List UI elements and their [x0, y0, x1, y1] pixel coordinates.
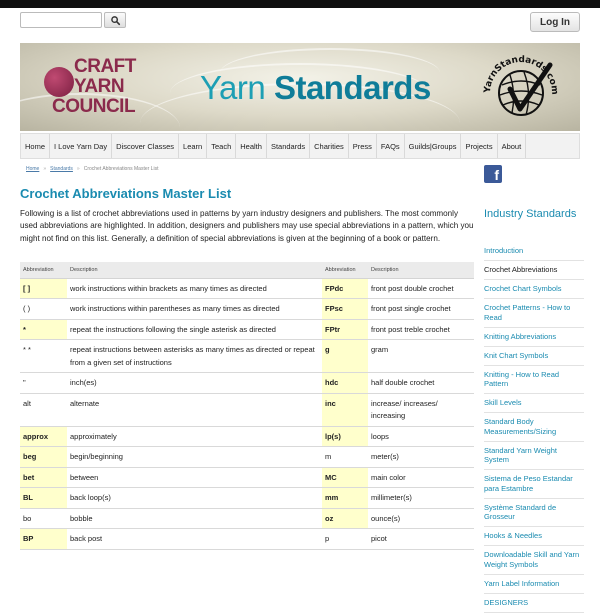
login-button[interactable]: Log In — [530, 12, 580, 32]
search-input[interactable] — [20, 12, 102, 28]
intro-paragraph: Following is a list of crochet abbreviations used in patterns by yarn industry designers and publishers. The most commonly used abbreviations are highlighted. In addition, designers and publishers may use special abbreviations in a pattern, which you might not find on this list. Generally, a definition of special abbreviations is given at the beginning of a book or pattern. — [20, 209, 474, 243]
description-cell: loops — [368, 426, 474, 447]
logo-line-2: YARN — [74, 76, 125, 97]
description-cell: meter(s) — [368, 447, 474, 468]
nav-item-faqs[interactable]: FAQs — [377, 134, 405, 158]
breadcrumb-standards[interactable]: Standards — [50, 166, 73, 172]
sidebar-item-crochet-chart-symbols[interactable]: Crochet Chart Symbols — [484, 280, 584, 299]
abbreviation-cell: bet — [20, 467, 67, 488]
description-cell: picot — [368, 529, 474, 550]
page-title: Crochet Abbreviations Master List — [20, 186, 232, 201]
sidebar-item-knitting-abbreviations[interactable]: Knitting Abbreviations — [484, 328, 584, 347]
column-header: Abbreviation — [20, 262, 67, 278]
sidebar-item-downloadable-skill-and-yarn-weight-symbols[interactable]: Downloadable Skill and Yarn Weight Symbols — [484, 546, 584, 575]
table-row — [20, 373, 474, 394]
craft-yarn-council-logo[interactable] — [44, 53, 174, 123]
nav-item-guilds-groups[interactable]: Guilds|Groups — [405, 134, 462, 158]
table-row — [20, 393, 474, 426]
abbreviation-cell: [ ] — [20, 278, 67, 299]
sidebar-item-syst-me-standard-de-grosseur[interactable]: Système Standard de Grosseur — [484, 499, 584, 528]
description-cell: inch(es) — [67, 373, 322, 394]
abbreviation-cell: approx — [20, 426, 67, 447]
sidebar-heading: Industry Standards — [484, 208, 577, 220]
sidebar-item-knitting-how-to-read-pattern[interactable]: Knitting - How to Read Pattern — [484, 366, 584, 395]
description-cell: approximately — [67, 426, 322, 447]
description-cell: millimeter(s) — [368, 488, 474, 509]
table-row — [20, 508, 474, 529]
abbreviation-cell: m — [322, 447, 368, 468]
abbreviation-cell: p — [322, 529, 368, 550]
abbreviation-cell: BL — [20, 488, 67, 509]
nav-item-learn[interactable]: Learn — [179, 134, 207, 158]
yarn-standards-seal-logo[interactable] — [476, 49, 566, 127]
description-cell: half double crochet — [368, 373, 474, 394]
abbreviation-cell: lp(s) — [322, 426, 368, 447]
description-cell: main color — [368, 467, 474, 488]
abbreviation-cell: * — [20, 319, 67, 340]
top-bar — [0, 0, 600, 8]
banner-title — [200, 69, 431, 107]
sidebar-item-introduction[interactable]: Introduction — [484, 242, 584, 261]
table-header-row — [20, 262, 474, 278]
main-nav — [20, 133, 580, 159]
banner-title-regular: Yarn — [200, 69, 274, 106]
nav-item-health[interactable]: Health — [236, 134, 267, 158]
search-button[interactable] — [104, 12, 126, 28]
description-cell: back loop(s) — [67, 488, 322, 509]
sidebar-item-standard-yarn-weight-system[interactable]: Standard Yarn Weight System — [484, 442, 584, 471]
description-cell: bobble — [67, 508, 322, 529]
description-cell: begin/beginning — [67, 447, 322, 468]
sidebar-item-knit-chart-symbols[interactable]: Knit Chart Symbols — [484, 347, 584, 366]
seal-text: YarnStandards.com — [482, 54, 560, 96]
table-row — [20, 529, 474, 550]
logo-line-1: CRAFT — [74, 56, 136, 77]
yarn-ball-icon — [44, 67, 74, 97]
abbreviation-cell: mm — [322, 488, 368, 509]
column-header: Description — [67, 262, 322, 278]
sidebar-item-crochet-abbreviations[interactable]: Crochet Abbreviations — [484, 261, 584, 280]
breadcrumb-home[interactable]: Home — [26, 166, 40, 172]
column-header: Description — [368, 262, 474, 278]
nav-item-i-love-yarn-day[interactable]: I Love Yarn Day — [50, 134, 112, 158]
abbreviation-cell: * * — [20, 340, 67, 373]
banner-title-bold: Standards — [273, 69, 431, 106]
abbreviation-cell: bo — [20, 508, 67, 529]
abbreviation-cell: FPsc — [322, 299, 368, 320]
breadcrumb-separator: » — [43, 166, 47, 172]
description-cell: alternate — [67, 393, 322, 426]
abbreviation-cell: hdc — [322, 373, 368, 394]
description-cell: front post treble crochet — [368, 319, 474, 340]
table-row — [20, 488, 474, 509]
table-row — [20, 426, 474, 447]
description-cell: repeat the instructions following the single asterisk as directed — [67, 319, 322, 340]
nav-item-discover-classes[interactable]: Discover Classes — [112, 134, 179, 158]
description-cell: between — [67, 467, 322, 488]
nav-item-standards[interactable]: Standards — [267, 134, 310, 158]
breadcrumb — [26, 166, 158, 172]
description-cell: gram — [368, 340, 474, 373]
abbreviation-cell: FPtr — [322, 319, 368, 340]
svg-text:YarnStandards.com — [483, 55, 559, 95]
abbreviation-cell: FPdc — [322, 278, 368, 299]
sidebar-item-sistema-de-peso-estandar-para-estambre[interactable]: Sistema de Peso Estandar para Estambre — [484, 470, 584, 499]
abbreviation-cell: " — [20, 373, 67, 394]
table-row — [20, 319, 474, 340]
search-form — [20, 12, 126, 28]
sidebar-item-designers[interactable]: DESIGNERS — [484, 594, 584, 613]
nav-item-press[interactable]: Press — [349, 134, 377, 158]
nav-item-teach[interactable]: Teach — [207, 134, 236, 158]
nav-item-about[interactable]: About — [498, 134, 527, 158]
abbreviation-cell: inc — [322, 393, 368, 426]
abbreviation-cell: ( ) — [20, 299, 67, 320]
description-cell: front post double crochet — [368, 278, 474, 299]
breadcrumb-current: Crochet Abbreviations Master List — [83, 166, 159, 172]
abbreviation-cell: beg — [20, 447, 67, 468]
facebook-icon[interactable]: f — [484, 165, 502, 183]
nav-item-projects[interactable]: Projects — [461, 134, 497, 158]
logo-line-3: COUNCIL — [52, 96, 136, 117]
nav-item-charities[interactable]: Charities — [310, 134, 349, 158]
sidebar-item-yarn-label-information[interactable]: Yarn Label Information — [484, 575, 584, 594]
table-row — [20, 447, 474, 468]
sidebar-nav — [484, 242, 584, 613]
table-row — [20, 278, 474, 299]
description-cell: increase/ increases/ increasing — [368, 393, 474, 426]
sidebar-item-hooks-needles[interactable]: Hooks & Needles — [484, 527, 584, 546]
description-cell: repeat instructions between asterisks as many times as directed or repeat from a given set of instructions — [67, 340, 322, 373]
description-cell: work instructions within brackets as many times as directed — [67, 278, 322, 299]
column-header: Abbreviation — [322, 262, 368, 278]
abbreviation-cell: g — [322, 340, 368, 373]
abbreviation-cell: MC — [322, 467, 368, 488]
nav-item-home[interactable]: Home — [21, 134, 50, 158]
abbreviation-cell: oz — [322, 508, 368, 529]
breadcrumb-separator: » — [76, 166, 80, 172]
description-cell: ounce(s) — [368, 508, 474, 529]
table-row — [20, 340, 474, 373]
abbreviations-table — [20, 262, 474, 550]
table-row — [20, 467, 474, 488]
table-row — [20, 299, 474, 320]
description-cell: front post single crochet — [368, 299, 474, 320]
abbreviation-cell: alt — [20, 393, 67, 426]
sidebar-item-standard-body-measurements-sizing[interactable]: Standard Body Measurements/Sizing — [484, 413, 584, 442]
banner — [20, 43, 580, 131]
description-cell: back post — [67, 529, 322, 550]
abbreviation-cell: BP — [20, 529, 67, 550]
sidebar-item-crochet-patterns-how-to-read[interactable]: Crochet Patterns - How to Read — [484, 299, 584, 328]
sidebar-item-skill-levels[interactable]: Skill Levels — [484, 394, 584, 413]
search-icon — [111, 16, 120, 25]
description-cell: work instructions within parentheses as many times as directed — [67, 299, 322, 320]
